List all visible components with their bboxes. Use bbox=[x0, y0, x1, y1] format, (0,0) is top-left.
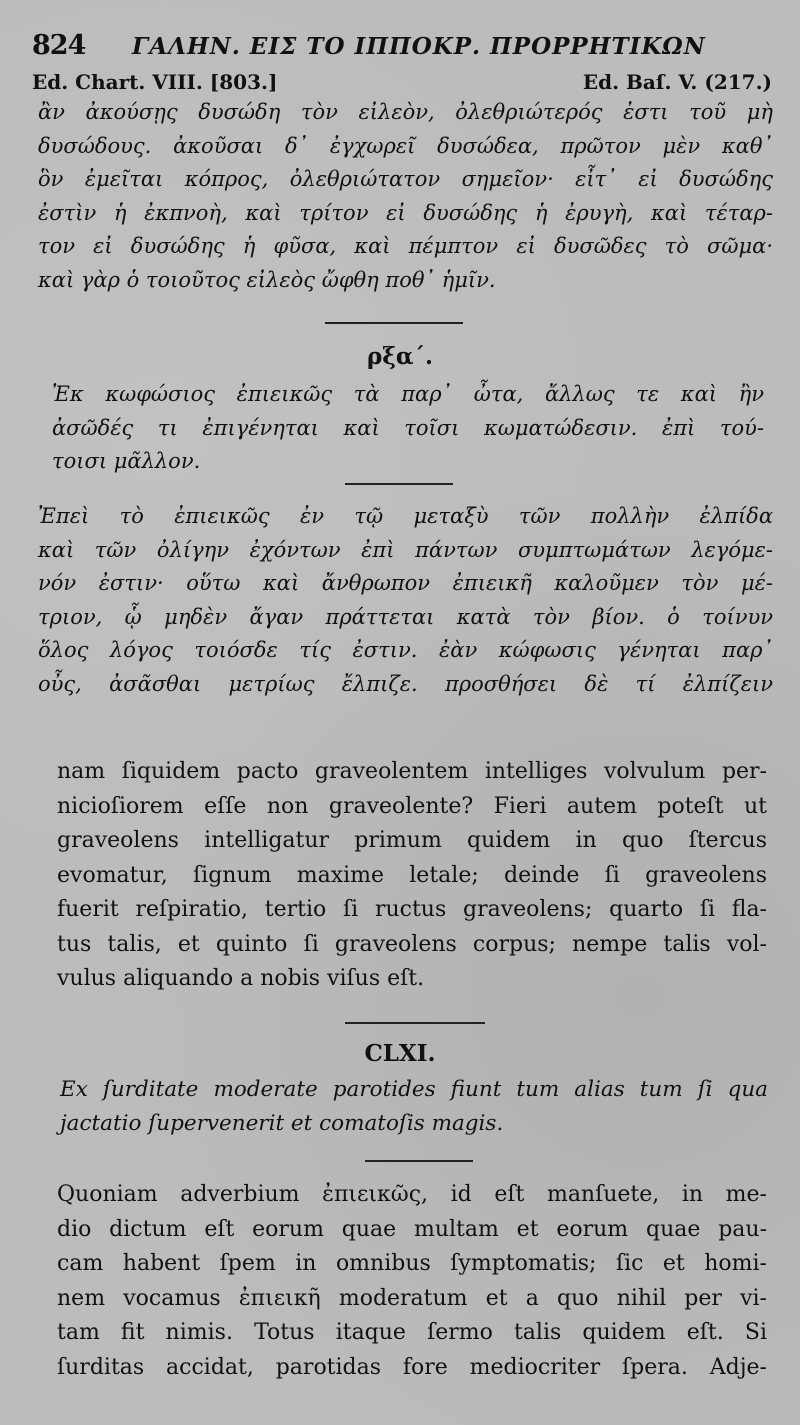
text-line: τοισι μᾶλλον. bbox=[52, 449, 201, 474]
text-line: dio dictum eſt eorum quae multam et eorum quae pau- bbox=[57, 1216, 767, 1242]
text-line: Quoniam adverbium ἐπιεικῶς, id eſt manſuete, in me- bbox=[57, 1182, 767, 1207]
page-header bbox=[32, 30, 772, 64]
text-line: ἀσῶδές τι ἐπιγένηται καὶ τοῖσι κωματώδεσιν. ἐπὶ τού- bbox=[52, 415, 764, 440]
text-line: Ἐκ κωφώσιος ἐπιεικῶς τὰ παρ᾽ ὦτα, ἄλλως τε καὶ ἢν bbox=[52, 382, 764, 406]
text-line: jactatio ſupervenerit et comatoſis magis. bbox=[60, 1111, 504, 1136]
text-line: nem vocamus ἐπιεικῆ moderatum et a quo nihil per vi- bbox=[57, 1285, 767, 1311]
greek-commentary-1 bbox=[38, 96, 773, 298]
text-line: τριον, ᾧ μηδὲν ἄγαν πράττεται κατὰ τὸν βίον. ὁ τοίνυν bbox=[38, 604, 773, 629]
text-line: δυσώδους. ἀκοῦσαι δ᾽ ἐγχωρεῖ δυσώδεα, πρῶτον μὲν καθ᾽ bbox=[38, 133, 773, 158]
latin-aphorism bbox=[60, 1073, 768, 1141]
latin-commentary-1 bbox=[57, 755, 767, 997]
section-rule bbox=[365, 1160, 473, 1162]
greek-aphorism bbox=[52, 378, 764, 479]
text-line: nam ſiquidem pacto graveolentem intelliges volvulum per- bbox=[57, 759, 767, 784]
latin-aphorism-number: CLXI. bbox=[364, 1040, 436, 1067]
text-line: cam habent ſpem in omnibus ſymptomatis; ſic et homi- bbox=[57, 1251, 767, 1276]
text-line: καὶ γὰρ ὁ τοιοῦτος εἰλεὸς ὤφθη ποθ᾽ ἡμῖν. bbox=[38, 267, 496, 292]
text-line: ὅλος λόγος τοιόσδε τίς ἐστιν. ἐὰν κώφωσις γένηται παρ᾽ bbox=[38, 638, 773, 663]
edition-line bbox=[32, 70, 772, 96]
text-line: ſurditas accidat, parotidas fore mediocriter ſpera. Adje- bbox=[57, 1354, 767, 1380]
edition-basel: Ed. Baſ. V. (217.) bbox=[582, 70, 772, 94]
section-rule bbox=[345, 1022, 485, 1024]
running-title: ΓΑΛΗΝ. ΕΙΣ ΤΟ ΙΠΠΟΚΡ. ΠΡΟΡΡΗΤΙΚΩΝ bbox=[132, 33, 706, 60]
text-line: fuerit reſpiratio, tertio ſi ructus graveolens; quarto ſi fla- bbox=[57, 897, 767, 922]
text-line: tam fit nimis. Totus itaque ſermo talis quidem eſt. Si bbox=[57, 1320, 767, 1345]
text-line: Ἐπεὶ τὸ ἐπιεικῶς ἐν τῷ μεταξὺ τῶν πολλὴν ἐλπίδα bbox=[38, 504, 773, 528]
text-line: Ex ſurditate moderate parotides fiunt tum alias tum ſi qua bbox=[60, 1077, 768, 1102]
text-line: evomatur, ſignum maxime letale; deinde ſi graveolens bbox=[57, 862, 767, 888]
text-line: ἐστὶν ἡ ἐκπνοὴ, καὶ τρίτον εἰ δυσώδης ἡ ἐρυγὴ, καὶ τέταρ- bbox=[38, 200, 773, 225]
latin-commentary-2 bbox=[57, 1178, 767, 1385]
text-line: τον εἰ δυσώδης ἡ φῦσα, καὶ πέμπτον εἰ δυσῶδες τὸ σῶμα· bbox=[38, 234, 773, 259]
page-number: 824 bbox=[32, 30, 86, 61]
text-line: καὶ τῶν ὀλίγην ἐχόντων ἐπὶ πάντων συμπτωμάτων λεγόμε- bbox=[38, 537, 773, 562]
greek-commentary-2 bbox=[38, 500, 773, 702]
text-line: vulus aliquando a nobis viſus eſt. bbox=[57, 966, 425, 991]
text-line: graveolens intelligatur primum quidem in quo ſtercus bbox=[57, 828, 767, 853]
text-line: tus talis, et quinto ſi graveolens corpus; nempe talis vol- bbox=[57, 931, 767, 957]
section-rule bbox=[325, 322, 463, 324]
edition-chartier: Ed. Chart. VIII. [803.] bbox=[32, 70, 278, 94]
section-rule bbox=[345, 483, 453, 485]
text-line: ὃν ἐμεῖται κόπρος, ὀλεθριώτατον σημεῖον· εἶτ᾽ εἰ δυσώδης bbox=[38, 167, 773, 192]
text-line: ἂν ἀκούσῃς δυσώδη τὸν εἰλεὸν, ὀλεθριώτερός ἐστι τοῦ μὴ bbox=[38, 100, 773, 124]
text-line: οὖς, ἀσᾶσθαι μετρίως ἔλπιζε. προσθήσει δὲ τί ἐλπίζειν bbox=[38, 671, 773, 696]
text-line: νόν ἐστιν· οὕτω καὶ ἄνθρωπον ἐπιεικῆ καλοῦμεν τὸν μέ- bbox=[38, 571, 773, 596]
greek-aphorism-number: ρξα΄. bbox=[366, 343, 434, 370]
text-line: nicioſiorem eſſe non graveolente? Fieri autem poteſt ut bbox=[57, 793, 767, 819]
